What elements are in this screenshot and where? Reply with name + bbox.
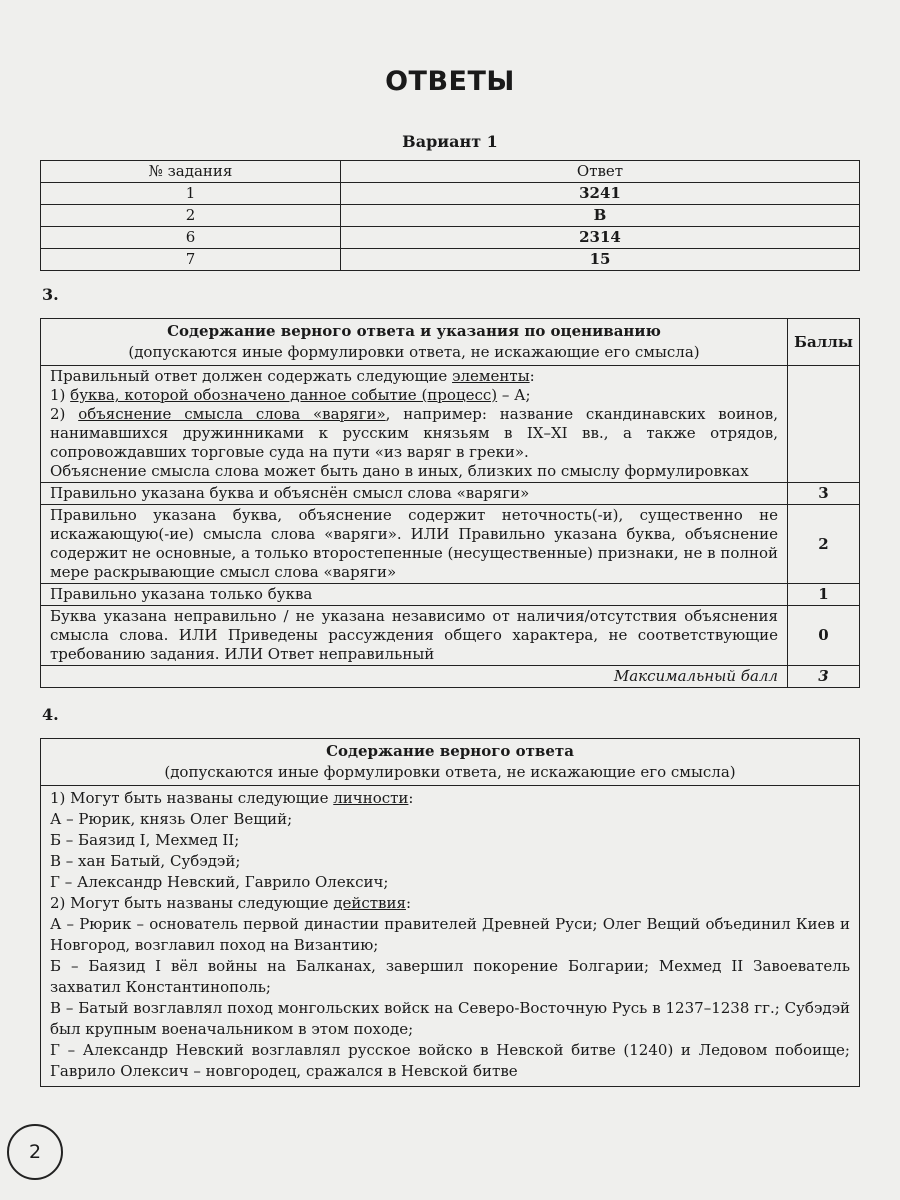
answers-table <box>40 160 860 271</box>
table-header-row <box>41 161 860 183</box>
answer-content-row <box>41 786 860 1087</box>
element-2 <box>50 405 778 462</box>
element-2-number: 2) <box>50 405 79 423</box>
criteria-row <box>41 505 860 584</box>
intro-text-c: : <box>529 367 535 385</box>
page-number: 2 <box>7 1124 63 1180</box>
element-2-rest: , например: название скандинавских воинов, нанимавшихся дружинниками к русским князьям в IX–XI вв., а также отрядов, сопровождавших торговые суда на пути «из варяг в греки». <box>50 405 778 461</box>
task-4-content-table <box>40 738 860 1087</box>
max-score-value: 3 <box>788 666 860 688</box>
person-item: Б – Баязид I, Мехмед II; <box>50 831 240 849</box>
criteria-text: Буква указана неправильно / не указана независимо от наличия/отсутствия объяснения смысла слова. ИЛИ Приведены рассуждения общего характера, не соответствующие требованию задания. ИЛИ Ответ неправильный <box>41 606 788 666</box>
table-header-row <box>41 319 860 366</box>
content-header-line2: (допускаются иные формулировки ответа, не искажающие его смысла) <box>128 343 700 361</box>
content-header <box>41 739 860 786</box>
max-score-row <box>41 666 860 688</box>
answer-elements-row <box>41 366 860 483</box>
criteria-text: Правильно указана буква, объяснение содержит неточность(-и), существенно не искажающую(-ие) смысла слова «варяги». ИЛИ Правильно указана буква, объяснение содержит не основные, а только второстепенные (несущественные) признаки, не в полной мере раскрывающие смысл слова «варяги» <box>41 505 788 584</box>
intro-text-a: Правильный ответ должен содержать следующие <box>50 367 453 385</box>
points-header: Баллы <box>788 319 860 366</box>
answer-cell: В <box>341 205 860 227</box>
answer-elements-cell <box>41 366 788 483</box>
element-1 <box>50 386 778 405</box>
content-header <box>41 319 788 366</box>
task-3-number: 3. <box>42 285 59 304</box>
actions-intro <box>50 893 850 914</box>
element-1-number: 1) <box>50 386 71 404</box>
max-score-label: Максимальный балл <box>41 666 788 688</box>
task-number-cell: 7 <box>41 249 341 271</box>
table-header-row <box>41 739 860 786</box>
answer-cell: 3241 <box>341 183 860 205</box>
task-number-cell: 1 <box>41 183 341 205</box>
task-4-number: 4. <box>42 705 59 724</box>
action-item: Б – Баязид I вёл войны на Балканах, завершил покорение Болгарии; Мехмед II Завоеватель захватил Константинополь; <box>50 957 850 996</box>
page-title: ОТВЕТЫ <box>385 66 515 97</box>
element-2-underlined: объяснение смысла слова «варяги» <box>78 405 386 423</box>
criteria-row <box>41 606 860 666</box>
actions-intro-c: : <box>405 894 412 912</box>
persons-intro-a: 1) Могут быть названы следующие <box>50 789 334 807</box>
criteria-row <box>41 483 860 505</box>
table-row <box>41 249 860 271</box>
variant-title: Вариант 1 <box>402 132 498 151</box>
criteria-points: 3 <box>788 483 860 505</box>
task-number-cell: 6 <box>41 227 341 249</box>
content-header-line2: (допускаются иные формулировки ответа, не искажающие его смысла) <box>164 763 736 781</box>
element-1-rest: – А; <box>497 386 531 404</box>
action-item: А – Рюрик – основатель первой династии правителей Древней Руси; Олег Вещий объединил Киев и Новгород, возглавил поход на Византию; <box>50 915 850 954</box>
element-1-underlined: буква, которой обозначено данное событие (процесс) <box>70 386 498 404</box>
answer-cell: 2314 <box>341 227 860 249</box>
table-row <box>41 227 860 249</box>
criteria-text: Правильно указана буква и объяснён смысл слова «варяги» <box>41 483 788 505</box>
content-header-line1: Содержание верного ответа и указания по оцениванию <box>167 322 661 340</box>
answer-content-cell <box>41 786 860 1087</box>
criteria-points: 1 <box>788 584 860 606</box>
empty-score-cell <box>788 366 860 483</box>
column-header-task: № задания <box>41 161 341 183</box>
action-item: В – Батый возглавлял поход монгольских войск на Северо-Восточную Русь в 1237–1238 гг.; Субэдэй был крупным военачальником в этом походе; <box>50 999 850 1038</box>
criteria-points: 0 <box>788 606 860 666</box>
element-note: Объяснение смысла слова может быть дано в иных, близких по смыслу формулировках <box>50 462 749 480</box>
persons-intro-c: : <box>408 789 414 807</box>
criteria-row <box>41 584 860 606</box>
content-header-line1: Содержание верного ответа <box>326 742 574 760</box>
person-item: В – хан Батый, Субэдэй; <box>50 852 241 870</box>
criteria-text: Правильно указана только буква <box>41 584 788 606</box>
action-item: Г – Александр Невский возглавлял русское войско в Невской битве (1240) и Ледовом побоище; Гаврило Олексич – новгородец, сражался в Невской битве <box>50 1041 850 1080</box>
persons-intro <box>50 788 850 809</box>
intro-text <box>50 367 778 386</box>
column-header-answer: Ответ <box>341 161 860 183</box>
task-number-cell: 2 <box>41 205 341 227</box>
criteria-points: 2 <box>788 505 860 584</box>
actions-intro-underlined: действия <box>333 894 406 912</box>
table-row <box>41 205 860 227</box>
intro-text-underlined: элементы <box>452 367 530 385</box>
person-item: Г – Александр Невский, Гаврило Олексич; <box>50 873 389 891</box>
table-row <box>41 183 860 205</box>
persons-intro-underlined: личности <box>333 789 409 807</box>
actions-intro-a: 2) Могут быть названы следующие <box>50 894 334 912</box>
person-item: А – Рюрик, князь Олег Вещий; <box>50 810 293 828</box>
task-3-criteria-table <box>40 318 860 688</box>
answer-cell: 15 <box>341 249 860 271</box>
